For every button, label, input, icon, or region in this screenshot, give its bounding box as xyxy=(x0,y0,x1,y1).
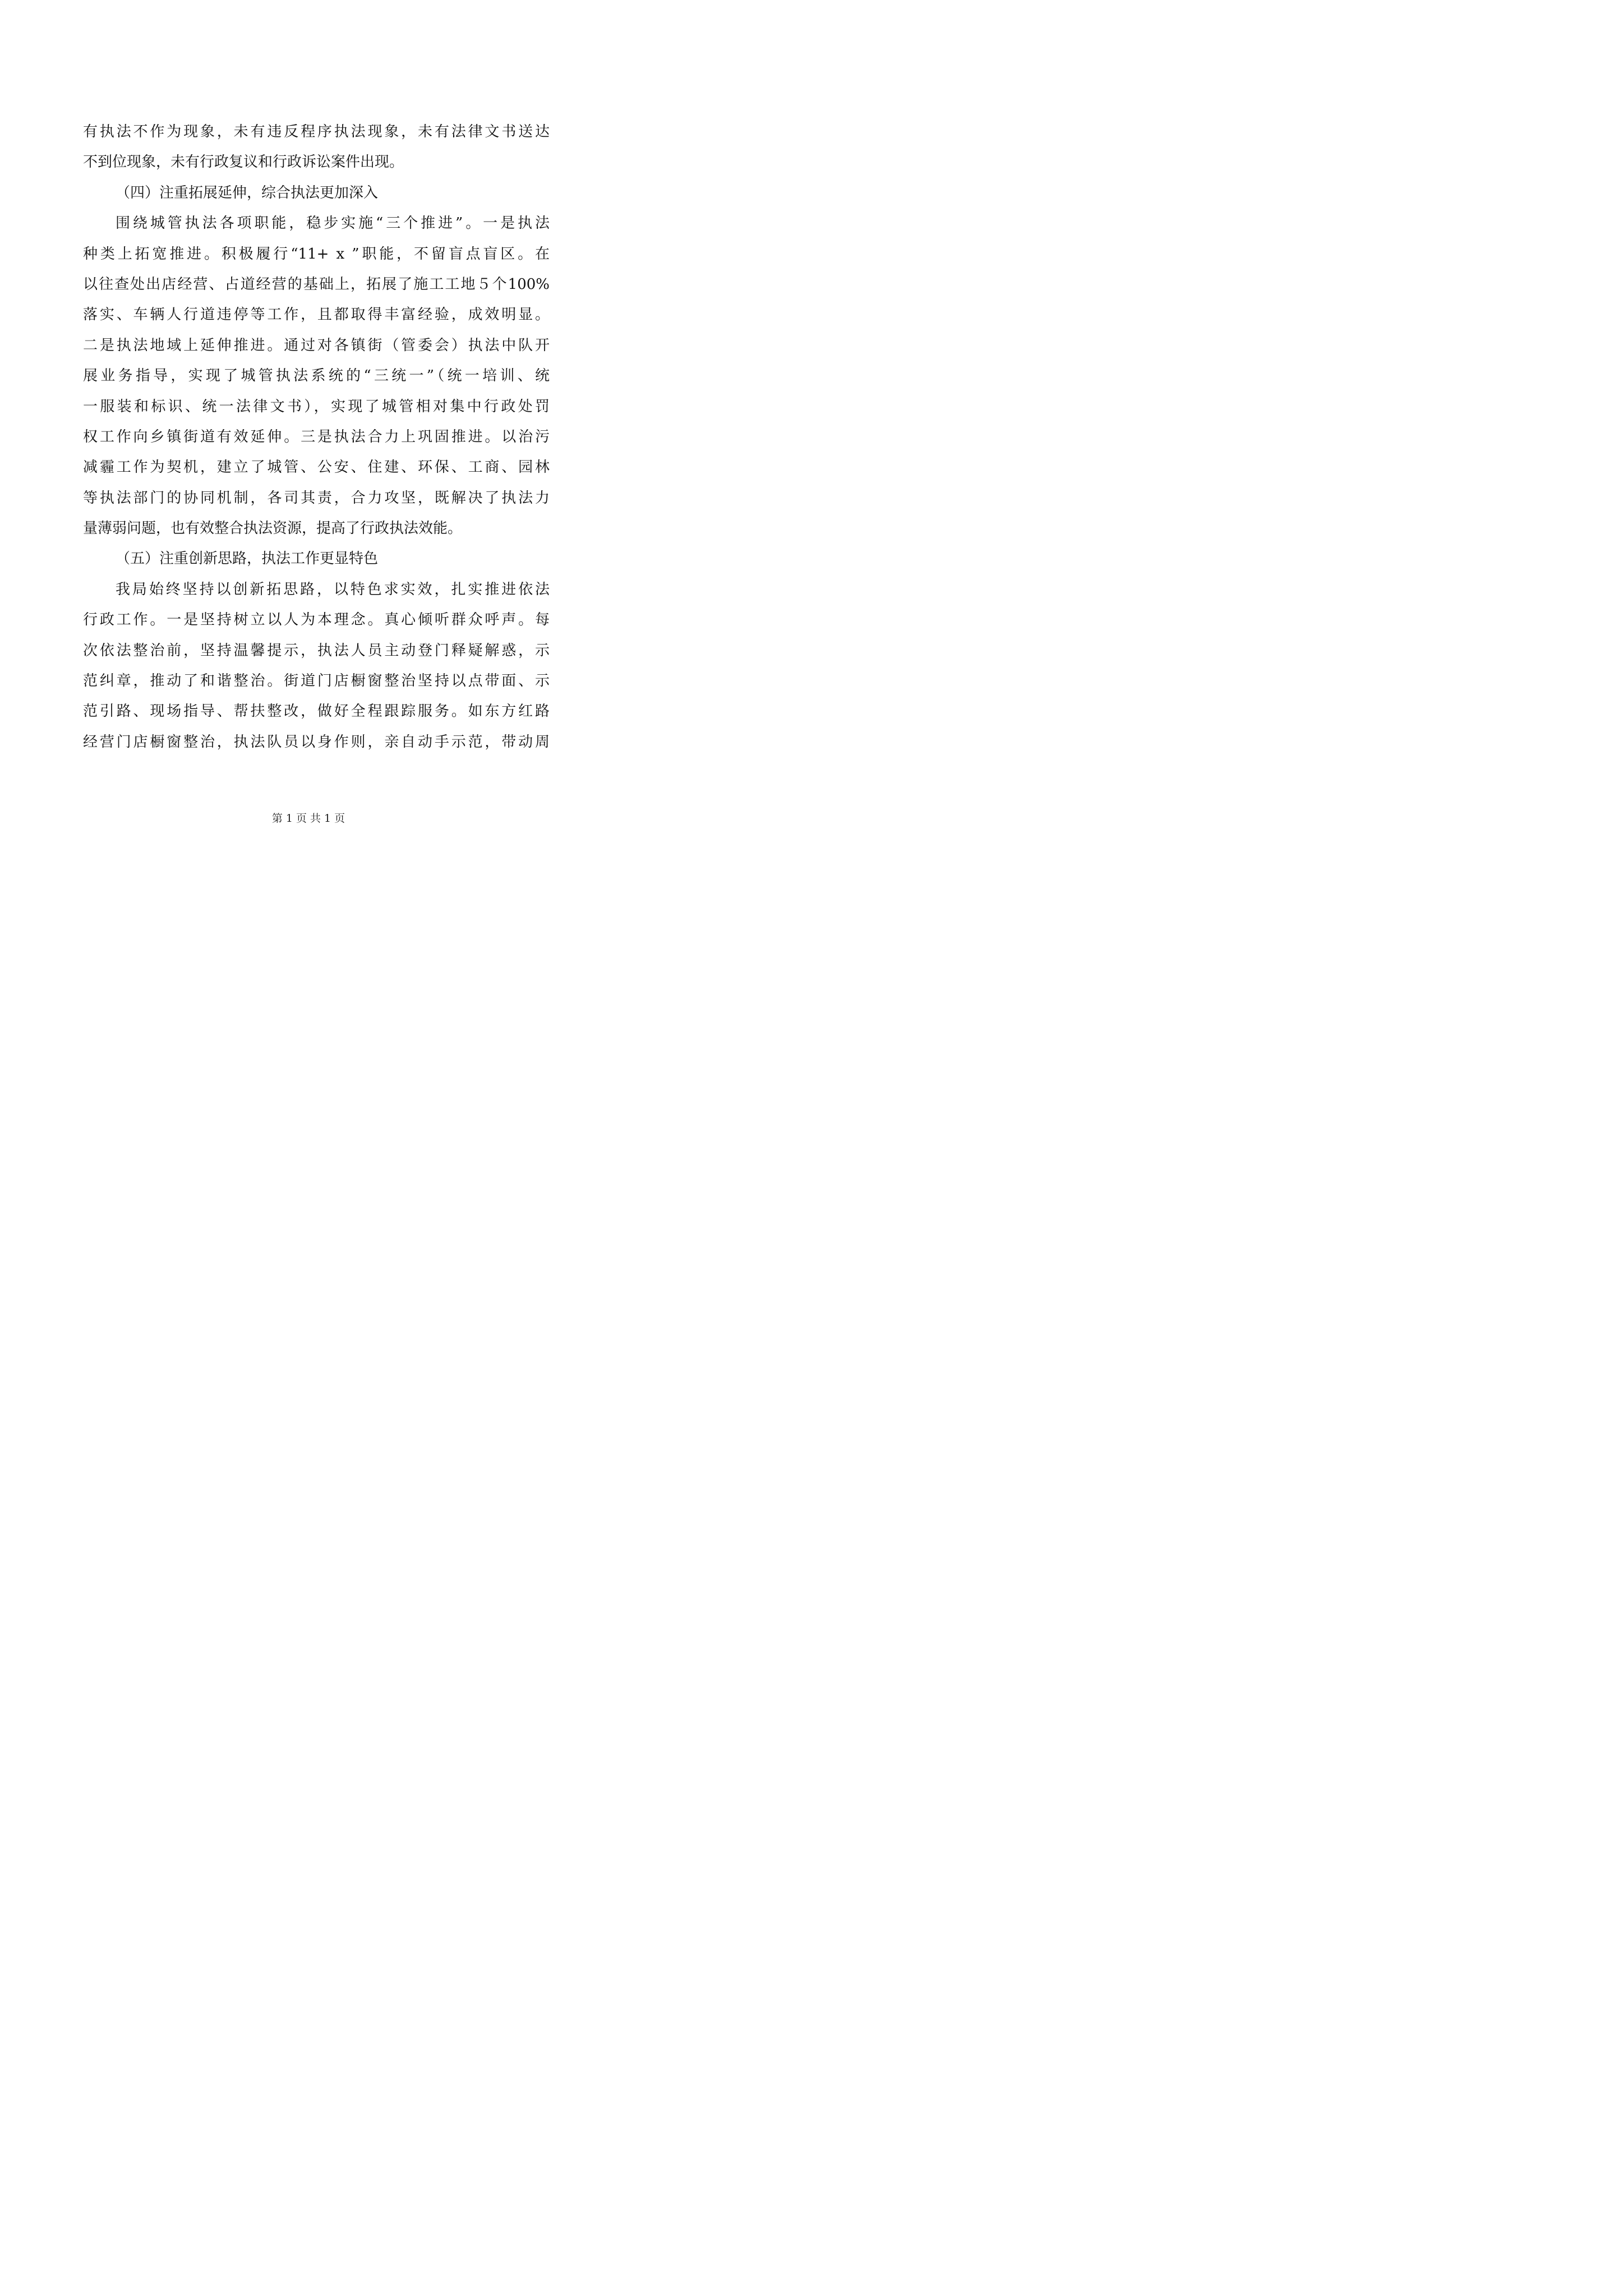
document-page xyxy=(0,0,617,873)
body-line: 范纠章，推动了和谐整治。街道门店橱窗整治坚持以点带面、示 xyxy=(83,673,550,690)
section-heading-4: （四）注重拓展延伸，综合执法更加深入 xyxy=(116,184,379,201)
body-line: 以往查处出店经营、占道经营的基础上，拓展了施工工地５个100% xyxy=(83,275,550,293)
body-line: 次依法整治前，坚持温馨提示，执法人员主动登门释疑解惑，示 xyxy=(83,642,550,659)
paragraph-start-line: 围绕城管执法各项职能，稳步实施“三个推进”。一是执法 xyxy=(116,215,550,232)
body-line: 一服装和标识、统一法律文书），实现了城管相对集中行政处罚 xyxy=(83,398,550,415)
body-line: 展业务指导，实现了城管执法系统的“三统一”（统一培训、统 xyxy=(83,367,550,385)
body-line: 等执法部门的协同机制，各司其责，合力攻坚，既解决了执法力 xyxy=(83,489,550,507)
body-line: 种类上拓宽推进。积极履行“11+ x ”职能，不留盲点盲区。在 xyxy=(83,245,550,263)
paragraph-start-line: 我局始终坚持以创新拓思路，以特色求实效，扎实推进依法 xyxy=(116,581,550,598)
body-line: 有执法不作为现象，未有违反程序执法现象，未有法律文书送达 xyxy=(83,123,550,140)
body-line: 范引路、现场指导、帮扶整改，做好全程跟踪服务。如东方红路 xyxy=(83,703,550,720)
page-footer: 第 1 页 共 1 页 xyxy=(271,812,345,825)
section-heading-5: （五）注重创新思路，执法工作更显特色 xyxy=(116,550,379,568)
body-line: 落实、车辆人行道违停等工作，且都取得丰富经验，成效明显。 xyxy=(83,306,550,324)
body-line: 权工作向乡镇街道有效延伸。三是执法合力上巩固推进。以治污 xyxy=(83,428,550,445)
body-line: 经营门店橱窗整治，执法队员以身作则，亲自动手示范，带动周 xyxy=(83,733,550,751)
body-line: 二是执法地域上延伸推进。通过对各镇街（管委会）执法中队开 xyxy=(83,337,550,354)
body-line: 量薄弱问题，也有效整合执法资源，提高了行政执法效能。 xyxy=(83,520,463,537)
body-line: 不到位现象，未有行政复议和行政诉讼案件出现。 xyxy=(83,154,404,171)
body-line: 减霾工作为契机，建立了城管、公安、住建、环保、工商、园林 xyxy=(83,459,550,476)
body-line: 行政工作。一是坚持树立以人为本理念。真心倾听群众呼声。每 xyxy=(83,611,550,629)
document-body xyxy=(83,117,550,757)
